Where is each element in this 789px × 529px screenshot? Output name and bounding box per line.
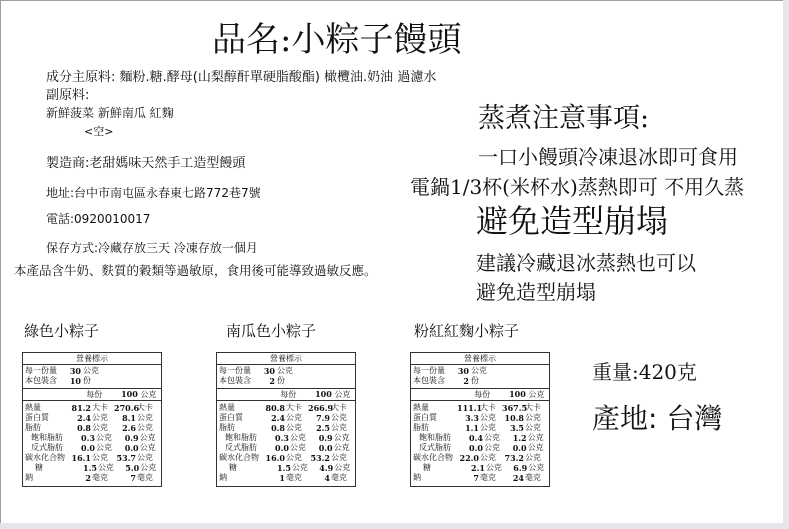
nutrient-per-100: 24 bbox=[512, 473, 524, 483]
allergen-warning: 本產品含牛奶、麩質的穀類等過敏原，食用後可能導致過敏反應。 bbox=[14, 263, 377, 278]
serving-size-row bbox=[217, 366, 355, 376]
serving-size-label: 每一份量 bbox=[219, 366, 251, 375]
nutrient-per-serving: 0.0 bbox=[469, 443, 483, 453]
nutrient-name: 反式脂肪 bbox=[31, 443, 63, 452]
nutrient-name: 糖 bbox=[423, 463, 431, 472]
window-edge-right bbox=[783, 0, 789, 529]
serving-size-unit: 公克 bbox=[83, 366, 99, 375]
nutrient-per-serving: 0.4 bbox=[469, 433, 483, 443]
product-name-pumpkin: 南瓜色小粽子 bbox=[226, 322, 317, 340]
nutrient-name: 反式脂肪 bbox=[225, 443, 257, 452]
nutrient-per-100-unit: 大卡 bbox=[331, 403, 347, 412]
nutrient-per-100: 4.9 bbox=[319, 463, 334, 473]
nutrient-per-serving-unit: 公克 bbox=[289, 443, 306, 452]
nutrient-name: 鈉 bbox=[25, 473, 33, 482]
ingredients-sub-label: 副原料: bbox=[46, 88, 90, 103]
servings-value: 10 bbox=[69, 376, 81, 386]
nutrient-per-serving: 0.8 bbox=[271, 423, 285, 433]
nutrient-name: 糖 bbox=[229, 463, 237, 472]
product-name-pink: 粉紅紅麴小粽子 bbox=[414, 322, 520, 340]
nutrient-per-100-unit: 公克 bbox=[525, 423, 541, 432]
serving-size-unit: 公克 bbox=[277, 366, 293, 375]
nutrient-per-100-unit: 公克 bbox=[331, 423, 347, 432]
address: 地址:台中市南屯區永春東七路772巷7號 bbox=[46, 186, 261, 200]
nutrient-name: 反式脂肪 bbox=[419, 443, 451, 452]
nutrient-row bbox=[411, 423, 549, 433]
nutrient-per-serving: 2.4 bbox=[77, 413, 91, 423]
nutrient-per-100: 7 bbox=[130, 473, 136, 483]
nutrition-label-pumpkin bbox=[216, 352, 356, 487]
nutrient-per-100: 8.1 bbox=[122, 413, 136, 423]
nutrient-per-100: 5.0 bbox=[125, 463, 140, 473]
nutrient-row bbox=[23, 403, 161, 413]
nutrition-header: 營養標示 bbox=[23, 353, 161, 365]
nutrient-per-serving-unit: 公克 bbox=[286, 453, 302, 462]
nutrient-name: 碳水化合物 bbox=[413, 453, 453, 462]
nutrient-per-serving: 1.5 bbox=[83, 463, 97, 473]
nutrient-row bbox=[23, 463, 161, 473]
nutrient-per-serving: 1 bbox=[279, 473, 285, 483]
serving-size-unit: 公克 bbox=[471, 366, 487, 375]
serving-size-value: 30 bbox=[457, 366, 469, 376]
nutrient-per-100-unit: 毫克 bbox=[331, 473, 347, 482]
nutrient-per-100: 0.9 bbox=[124, 433, 139, 443]
nutrient-name: 熱量 bbox=[413, 403, 429, 412]
nutrient-per-serving-unit: 毫克 bbox=[286, 473, 302, 482]
nutrient-per-serving: 0.0 bbox=[275, 443, 289, 453]
nutrient-per-serving: 0.0 bbox=[81, 443, 95, 453]
product-title: 品名:小粽子饅頭 bbox=[212, 20, 462, 60]
nutrient-per-serving: 16.1 bbox=[71, 453, 91, 463]
servings-unit: 份 bbox=[471, 376, 479, 385]
window-edge-bottom bbox=[0, 523, 789, 529]
nutrient-per-100-unit: 公克 bbox=[525, 413, 541, 422]
nutrient-row bbox=[411, 463, 549, 473]
nutrient-per-serving-unit: 大卡 bbox=[92, 403, 108, 412]
nutrient-per-serving-unit: 毫克 bbox=[480, 473, 496, 482]
nutrient-per-serving: 0.3 bbox=[275, 433, 289, 443]
nutrient-per-serving: 80.8 bbox=[265, 403, 285, 413]
nutrient-per-100-unit: 公克 bbox=[528, 463, 545, 472]
nutrition-header: 營養標示 bbox=[217, 353, 355, 365]
nutrient-name: 蛋白質 bbox=[413, 413, 437, 422]
nutrient-per-serving: 16.0 bbox=[265, 453, 285, 463]
nutrient-per-100: 10.8 bbox=[504, 413, 524, 423]
nutrient-name: 碳水化合物 bbox=[25, 453, 65, 462]
per-100-unit: 公克 bbox=[140, 390, 157, 399]
nutrient-per-100-unit: 大卡 bbox=[137, 403, 153, 412]
nutrient-row bbox=[217, 463, 355, 473]
servings-value: 2 bbox=[463, 376, 469, 386]
nutrient-per-100: 1.2 bbox=[512, 433, 527, 443]
nutrient-per-serving-unit: 公克 bbox=[480, 423, 496, 432]
servings-label: 本包裝含 bbox=[219, 376, 251, 385]
notice-line-1: 一口小饅頭冷凍退冰即可食用 bbox=[478, 145, 738, 169]
nutrient-per-serving-unit: 公克 bbox=[92, 453, 108, 462]
servings-unit: 份 bbox=[277, 376, 285, 385]
nutrient-per-serving: 0.8 bbox=[77, 423, 91, 433]
notice-heading: 蒸煮注意事項: bbox=[478, 103, 650, 134]
origin: 產地: 台灣 bbox=[592, 402, 723, 435]
per-100-header: 100 bbox=[509, 389, 526, 399]
nutrient-per-serving-unit: 公克 bbox=[97, 463, 114, 472]
nutrient-per-serving-unit: 公克 bbox=[92, 423, 108, 432]
nutrient-name: 蛋白質 bbox=[25, 413, 49, 422]
nutrient-per-100: 2.5 bbox=[316, 423, 330, 433]
nutrient-row bbox=[217, 443, 355, 453]
nutrition-column-headers bbox=[411, 389, 549, 401]
nutrient-per-serving-unit: 毫克 bbox=[92, 473, 108, 482]
nutrient-per-100: 4 bbox=[324, 473, 330, 483]
nutrient-name: 熱量 bbox=[25, 403, 41, 412]
notice-line-3: 避免造型崩塌 bbox=[476, 202, 669, 240]
nutrient-per-100: 0.0 bbox=[318, 443, 333, 453]
servings-value: 2 bbox=[269, 376, 275, 386]
nutrient-per-100: 266.9 bbox=[308, 403, 334, 413]
ingredients-sub-note: <空> bbox=[84, 125, 114, 138]
nutrient-per-100-unit: 公克 bbox=[140, 463, 157, 472]
nutrient-name: 飽和脂肪 bbox=[225, 433, 257, 442]
nutrition-header: 營養標示 bbox=[411, 353, 549, 365]
storage: 保存方式:冷藏存放三天 冷凍存放一個月 bbox=[46, 241, 258, 255]
nutrient-per-100-unit: 公克 bbox=[334, 463, 351, 472]
nutrient-name: 飽和脂肪 bbox=[31, 433, 63, 442]
per-100-unit: 公克 bbox=[528, 390, 545, 399]
nutrient-per-serving-unit: 公克 bbox=[286, 423, 302, 432]
nutrient-per-100-unit: 大卡 bbox=[525, 403, 541, 412]
per-serving-header: 每份 bbox=[86, 390, 103, 399]
ingredients-main: 成分主原料: 麵粉.糖.酵母(山梨醇酐單硬脂酸酯) 橄欖油.奶油 過濾水 bbox=[46, 70, 437, 85]
nutrient-per-100: 6.9 bbox=[513, 463, 528, 473]
manufacturer: 製造商:老甜媽味天然手工造型饅頭 bbox=[46, 156, 246, 171]
nutrient-row bbox=[411, 403, 549, 413]
nutrient-row bbox=[23, 473, 161, 483]
servings-per-package-row bbox=[217, 376, 355, 386]
nutrient-row bbox=[217, 453, 355, 463]
nutrient-per-100-unit: 公克 bbox=[331, 413, 347, 422]
nutrient-per-100-unit: 公克 bbox=[331, 453, 347, 462]
nutrient-per-serving: 22.0 bbox=[459, 453, 479, 463]
nutrient-per-serving-unit: 公克 bbox=[95, 433, 112, 442]
nutrient-per-100-unit: 公克 bbox=[139, 433, 156, 442]
servings-label: 本包裝含 bbox=[413, 376, 445, 385]
nutrient-name: 飽和脂肪 bbox=[419, 433, 451, 442]
nutrient-name: 脂肪 bbox=[219, 423, 235, 432]
nutrient-row bbox=[23, 453, 161, 463]
nutrition-label-pink bbox=[410, 352, 550, 487]
nutrient-per-serving-unit: 公克 bbox=[289, 433, 306, 442]
nutrient-name: 鈉 bbox=[413, 473, 421, 482]
nutrient-per-serving-unit: 公克 bbox=[480, 413, 496, 422]
nutrient-per-serving: 1.1 bbox=[465, 423, 479, 433]
nutrient-row bbox=[23, 433, 161, 443]
nutrient-per-100-unit: 公克 bbox=[525, 453, 541, 462]
nutrient-per-100-unit: 公克 bbox=[527, 443, 544, 452]
nutrient-per-100: 0.0 bbox=[512, 443, 527, 453]
nutrient-per-serving-unit: 公克 bbox=[92, 413, 108, 422]
nutrient-per-100-unit: 毫克 bbox=[137, 473, 153, 482]
per-serving-header: 每份 bbox=[474, 390, 491, 399]
net-weight: 重量:420克 bbox=[592, 360, 697, 384]
nutrient-name: 鈉 bbox=[219, 473, 227, 482]
nutrient-per-serving: 7 bbox=[473, 473, 479, 483]
nutrient-per-100-unit: 公克 bbox=[527, 433, 544, 442]
nutrient-per-100: 3.5 bbox=[510, 423, 524, 433]
nutrient-per-serving-unit: 公克 bbox=[480, 453, 496, 462]
nutrient-per-serving-unit: 公克 bbox=[291, 463, 308, 472]
serving-size-value: 30 bbox=[263, 366, 275, 376]
nutrient-row bbox=[23, 413, 161, 423]
nutrient-per-serving-unit: 公克 bbox=[286, 413, 302, 422]
nutrient-per-100-unit: 公克 bbox=[137, 413, 153, 422]
ingredients-sub: 新鮮菠菜 新鮮南瓜 紅麴 bbox=[46, 106, 174, 120]
nutrient-per-serving-unit: 公克 bbox=[95, 443, 112, 452]
per-100-unit: 公克 bbox=[334, 390, 351, 399]
nutrient-per-serving: 111.1 bbox=[457, 403, 483, 413]
nutrient-per-serving-unit: 公克 bbox=[485, 463, 502, 472]
nutrient-per-100: 0.0 bbox=[124, 443, 139, 453]
nutrient-per-serving: 81.2 bbox=[71, 403, 91, 413]
nutrient-per-100: 0.9 bbox=[318, 433, 333, 443]
notice-line-5: 避免造型崩塌 bbox=[476, 280, 596, 304]
notice-line-2: 電鍋1/3杯(米杯水)蒸熱即可 不用久蒸 bbox=[410, 175, 745, 199]
nutrient-row bbox=[411, 473, 549, 483]
nutrient-per-100-unit: 公克 bbox=[333, 433, 350, 442]
servings-label: 本包裝含 bbox=[25, 376, 57, 385]
nutrition-column-headers bbox=[23, 389, 161, 401]
nutrient-per-serving: 3.3 bbox=[465, 413, 479, 423]
nutrient-per-100-unit: 公克 bbox=[137, 423, 153, 432]
nutrient-per-100-unit: 毫克 bbox=[525, 473, 541, 482]
nutrient-row bbox=[23, 443, 161, 453]
nutrient-row bbox=[411, 443, 549, 453]
nutrient-name: 碳水化合物 bbox=[219, 453, 259, 462]
nutrient-per-100-unit: 公克 bbox=[137, 453, 153, 462]
notice-line-4: 建議冷藏退冰蒸熱也可以 bbox=[476, 251, 696, 275]
serving-size-value: 30 bbox=[69, 366, 81, 376]
nutrient-per-100-unit: 公克 bbox=[139, 443, 156, 452]
nutrient-row bbox=[217, 473, 355, 483]
serving-size-row bbox=[23, 366, 161, 376]
per-100-header: 100 bbox=[315, 389, 332, 399]
servings-per-package-row bbox=[23, 376, 161, 386]
nutrient-per-serving: 2.1 bbox=[471, 463, 485, 473]
phone: 電話:0920010017 bbox=[46, 212, 151, 226]
serving-size-label: 每一份量 bbox=[25, 366, 57, 375]
nutrient-name: 脂肪 bbox=[413, 423, 429, 432]
nutrient-per-100: 270.6 bbox=[114, 403, 140, 413]
serving-size-row bbox=[411, 366, 549, 376]
nutrient-per-100: 367.5 bbox=[502, 403, 528, 413]
product-name-green: 綠色小粽子 bbox=[24, 322, 100, 340]
nutrient-per-serving-unit: 大卡 bbox=[480, 403, 496, 412]
nutrient-per-100: 2.6 bbox=[122, 423, 136, 433]
nutrient-name: 糖 bbox=[35, 463, 43, 472]
nutrient-row bbox=[411, 413, 549, 423]
servings-unit: 份 bbox=[83, 376, 91, 385]
nutrition-label-green bbox=[22, 352, 162, 487]
nutrient-row bbox=[217, 433, 355, 443]
nutrient-per-serving: 0.3 bbox=[81, 433, 95, 443]
nutrient-per-100: 73.2 bbox=[504, 453, 524, 463]
nutrient-per-serving: 2.4 bbox=[271, 413, 285, 423]
per-100-header: 100 bbox=[121, 389, 138, 399]
nutrient-per-100: 53.2 bbox=[310, 453, 330, 463]
nutrient-row bbox=[411, 453, 549, 463]
nutrient-per-serving: 2 bbox=[85, 473, 91, 483]
nutrient-row bbox=[217, 403, 355, 413]
nutrient-row bbox=[217, 413, 355, 423]
nutrient-row bbox=[411, 433, 549, 443]
per-serving-header: 每份 bbox=[280, 390, 297, 399]
nutrient-per-100: 53.7 bbox=[116, 453, 136, 463]
servings-per-package-row bbox=[411, 376, 549, 386]
nutrient-per-100: 7.9 bbox=[316, 413, 330, 423]
nutrient-per-serving-unit: 大卡 bbox=[286, 403, 302, 412]
nutrient-name: 脂肪 bbox=[25, 423, 41, 432]
nutrient-per-serving-unit: 公克 bbox=[483, 443, 500, 452]
serving-size-label: 每一份量 bbox=[413, 366, 445, 375]
nutrient-per-serving-unit: 公克 bbox=[483, 433, 500, 442]
nutrient-per-100-unit: 公克 bbox=[333, 443, 350, 452]
nutrient-name: 蛋白質 bbox=[219, 413, 243, 422]
nutrient-row bbox=[217, 423, 355, 433]
nutrient-name: 熱量 bbox=[219, 403, 235, 412]
nutrient-per-serving: 1.5 bbox=[277, 463, 291, 473]
nutrient-row bbox=[23, 423, 161, 433]
nutrition-column-headers bbox=[217, 389, 355, 401]
